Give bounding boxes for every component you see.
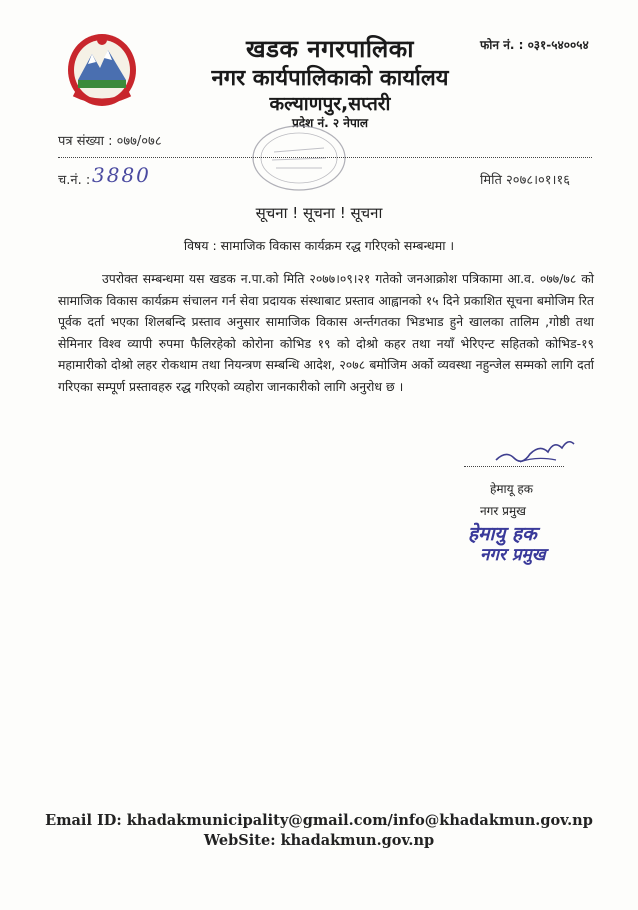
signatory-stamp-title: नगर प्रमुख [480,545,546,565]
letter-date: मिति २०७८।०१।१६ [480,173,570,188]
phone-number: फोन नं. : ०३१-५४००५४ [480,38,589,52]
notice-title: सूचना ! सूचना ! सूचना [255,204,383,222]
handwritten-signature [490,430,580,470]
signatory-stamp-name: हेमायु हक [468,523,537,545]
municipality-emblem [64,28,140,110]
letter-number: पत्र संख्या : ०७७/०७८ [58,134,162,149]
dispatch-number-handwritten: 3880 [92,163,151,187]
office-name: नगर कार्यपालिकाको कार्यालय [211,66,449,91]
footer-website: WebSite: khadakmun.gov.np [203,832,435,849]
subject-line: विषय : सामाजिक विकास कार्यक्रम रद्ध गरिएको सम्बन्धमा । [183,238,455,253]
office-location: कल्याणपुर,सप्तरी [269,93,391,115]
municipality-name: खडक नगरपालिका [246,35,414,63]
notice-body [58,268,594,397]
office-stamp [244,118,354,198]
body-paragraph: उपरोक्त सम्बन्धमा यस खडक न.पा.को मिति २०७७।०९।२१ गतेको जनआक्रोश पत्रिकामा आ.व. ०७७/७८ को सामाजिक विकास कार्यक्रम संचालन गर्न सेवा प्रदायक संस्थाबाट प्रस्ताव आह्वानको १५ दिने प्रकाशित सूचना बमोजिम रित पूर्वक दर्ता भएका शिलबन्दि प्रस्ताव अनुसार सामाजिक विकास अर्न्तगतका भिडभाड हुने खालका तालिम ,गोष्ठी तथा सेमिनार विश्व व्यापी रुपमा फैलिरहेको कोरोना कोभिड १९ को दोश्रो कहर तथा नयाँ भेरिएन्ट सहितको कोभिड-१९ महामारीको दोश्रो लहर रोकथाम तथा नियन्त्रण सम्बन्धि आदेश, २०७८ बमोजिम अर्को व्यवस्था नहुन्जेल सम्मको लागि दर्ता गरिएका सम्पूर्ण प्रस्तावहरु रद्ध गरिएको व्यहोरा जानकारीको लागि अनुरोध छ । [58,271,594,394]
signature-line [464,466,564,467]
province-line: प्रदेश नं. २ नेपाल [291,116,369,130]
signatory-title: नगर प्रमुख [480,504,526,518]
footer-email: Email ID: khadakmunicipality@gmail.com/info@khadakmun.gov.np [45,812,593,829]
dispatch-number-label: च.नं. : [58,173,91,188]
header-divider [58,157,592,158]
signatory-name: हेमायू हक [490,482,534,496]
